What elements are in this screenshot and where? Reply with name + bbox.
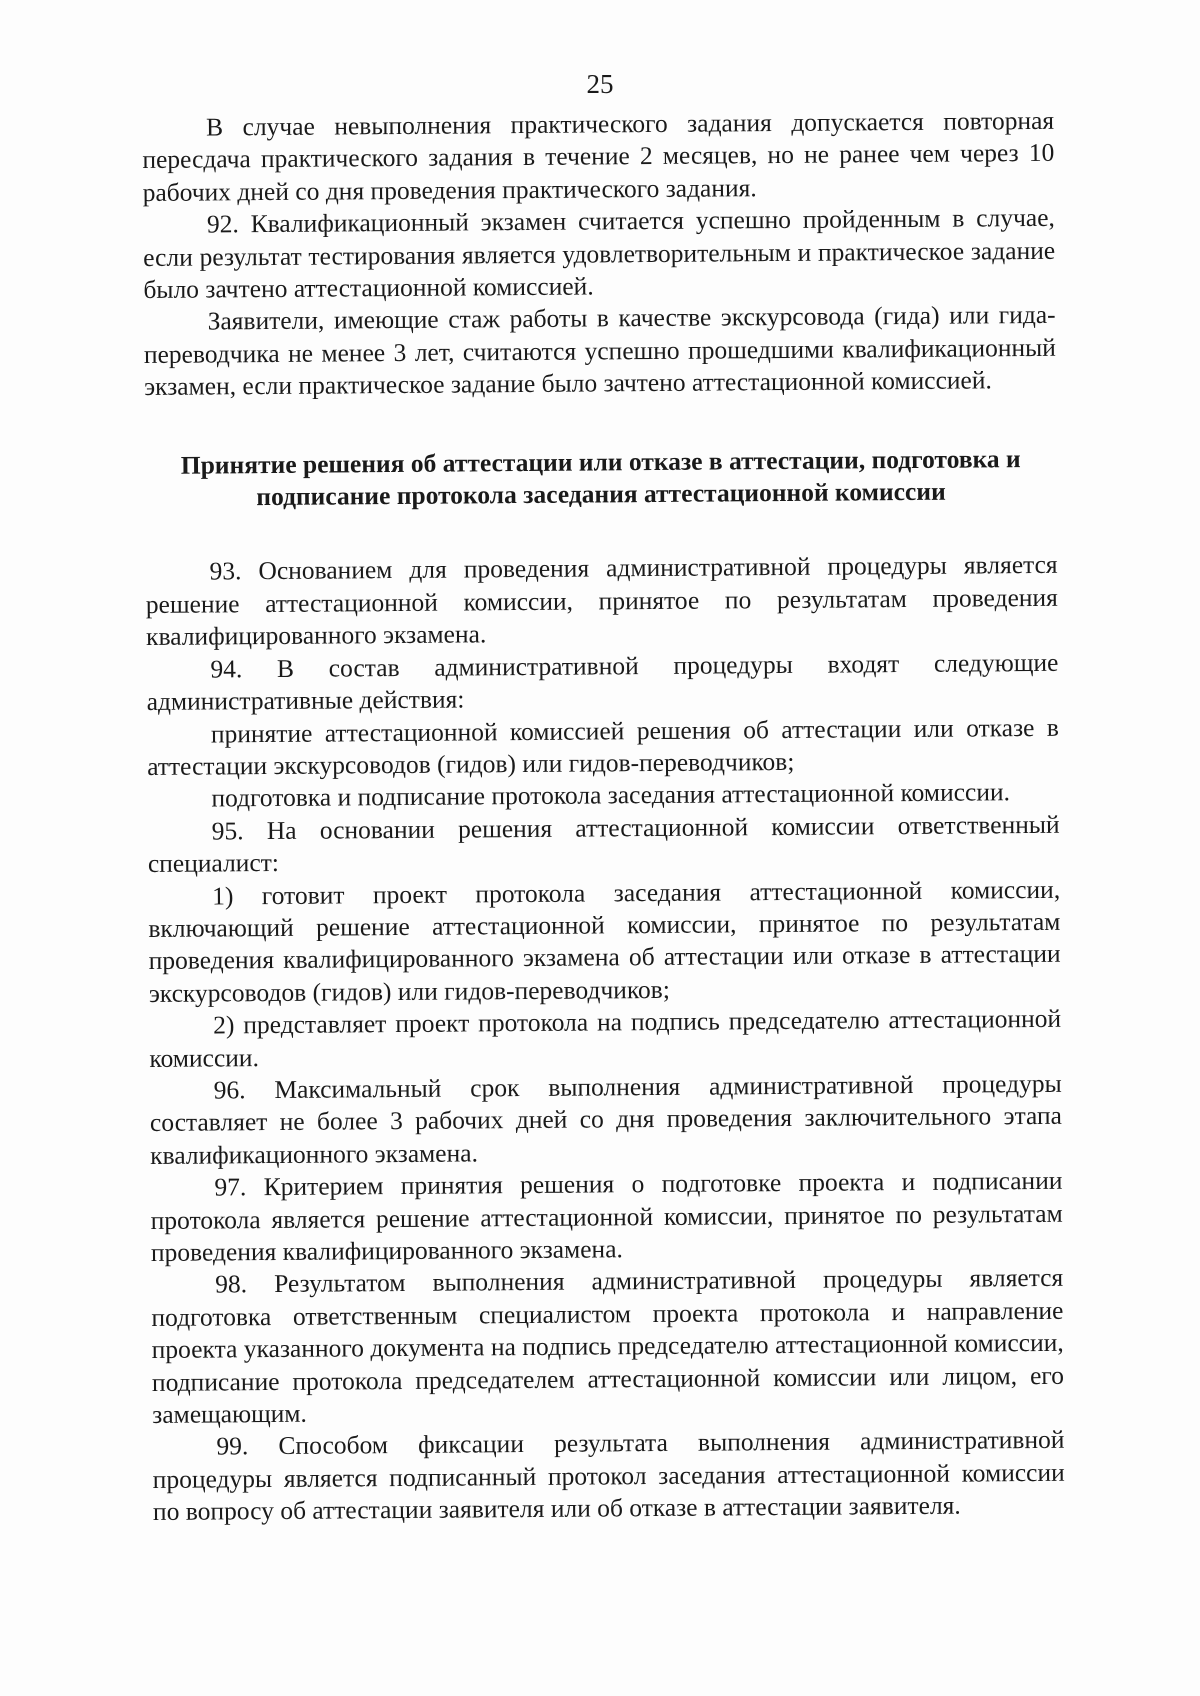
paragraph: 95. На основании решения аттестационной комиссии ответственный специалист: (147, 809, 1060, 879)
paragraph: 2) представляет проект протокола на подпись председателю аттестационной комиссии. (149, 1003, 1062, 1073)
paragraph: подготовка и подписание протокола заседания аттестационной комиссии. (211, 777, 1011, 813)
paragraph: 1) готовит проект протокола заседания аттестационной комиссии, включающий решение аттестационной комиссии, принятое по результатам проведения квалифицированного экзамена об аттестации или отказе в аттестации экскурсоводов (гидов) или гидов-переводчиков; (148, 874, 1061, 1008)
document-body (142, 105, 1065, 1529)
paragraph: 93. Основанием для проведения административной процедуры является решение аттестационной комиссии, принятое по результатам проведения квалифицированного экзамена. (145, 550, 1058, 652)
paragraph: 92. Квалификационный экзамен считается успешно пройденным в случае, если результат тестирования является удовлетворительным и практическое задание было зачтено аттестационной комиссией. (143, 203, 1056, 305)
paragraph: принятие аттестационной комиссией решения об аттестации или отказе в аттестации экскурсоводов (гидов) или гидов-переводчиков; (147, 712, 1059, 781)
paragraph: Заявители, имеющие стаж работы в качестве экскурсовода (гида) или гида-переводчика не менее 3 лет, считаются успешно прошедшими квалификационный экзамен, если практическое задание было зачтено аттестационной комиссией. (143, 300, 1056, 402)
section-heading (145, 442, 1057, 514)
section-heading-line: Принятие решения об аттестации или отказе в аттестации, подготовка и (180, 443, 1021, 480)
paragraph: В случае невыполнения практического задания допускается повторная пересдача практического задания в течение 2 месяцев, но не ранее чем через 10 рабочих дней со дня проведения практического задания. (142, 105, 1055, 207)
section-heading-line: подписание протокола заседания аттестационной комиссии (256, 476, 946, 512)
paragraph: 94. В состав административной процедуры входят следующие административные действия: (146, 647, 1059, 717)
paragraph: 97. Критерием принятия решения о подготовке проекта и подписании протокола является решение аттестационной комиссии, принятое по результатам проведения квалифицированного экзамена. (150, 1165, 1063, 1267)
paragraph: 99. Способом фиксации результата выполнения административной процедуры является подписанный протокол заседания аттестационной комиссии по вопросу об аттестации заявителя или об отказе в аттестации заявителя. (152, 1425, 1065, 1527)
paragraph: 98. Результатом выполнения административной процедуры является подготовка ответственным специалистом проекта протокола и направление проекта указанного документа на подпись председателю аттестационной комиссии, подписание протокола председателем аттестационной комиссии или лицом, его замещающим. (151, 1263, 1065, 1429)
page-number: 25 (586, 69, 614, 99)
paragraph: 96. Максимальный срок выполнения административной процедуры составляет не более 3 рабочих дней со дня проведения заключительного этапа квалификационного экзамена. (149, 1068, 1063, 1170)
